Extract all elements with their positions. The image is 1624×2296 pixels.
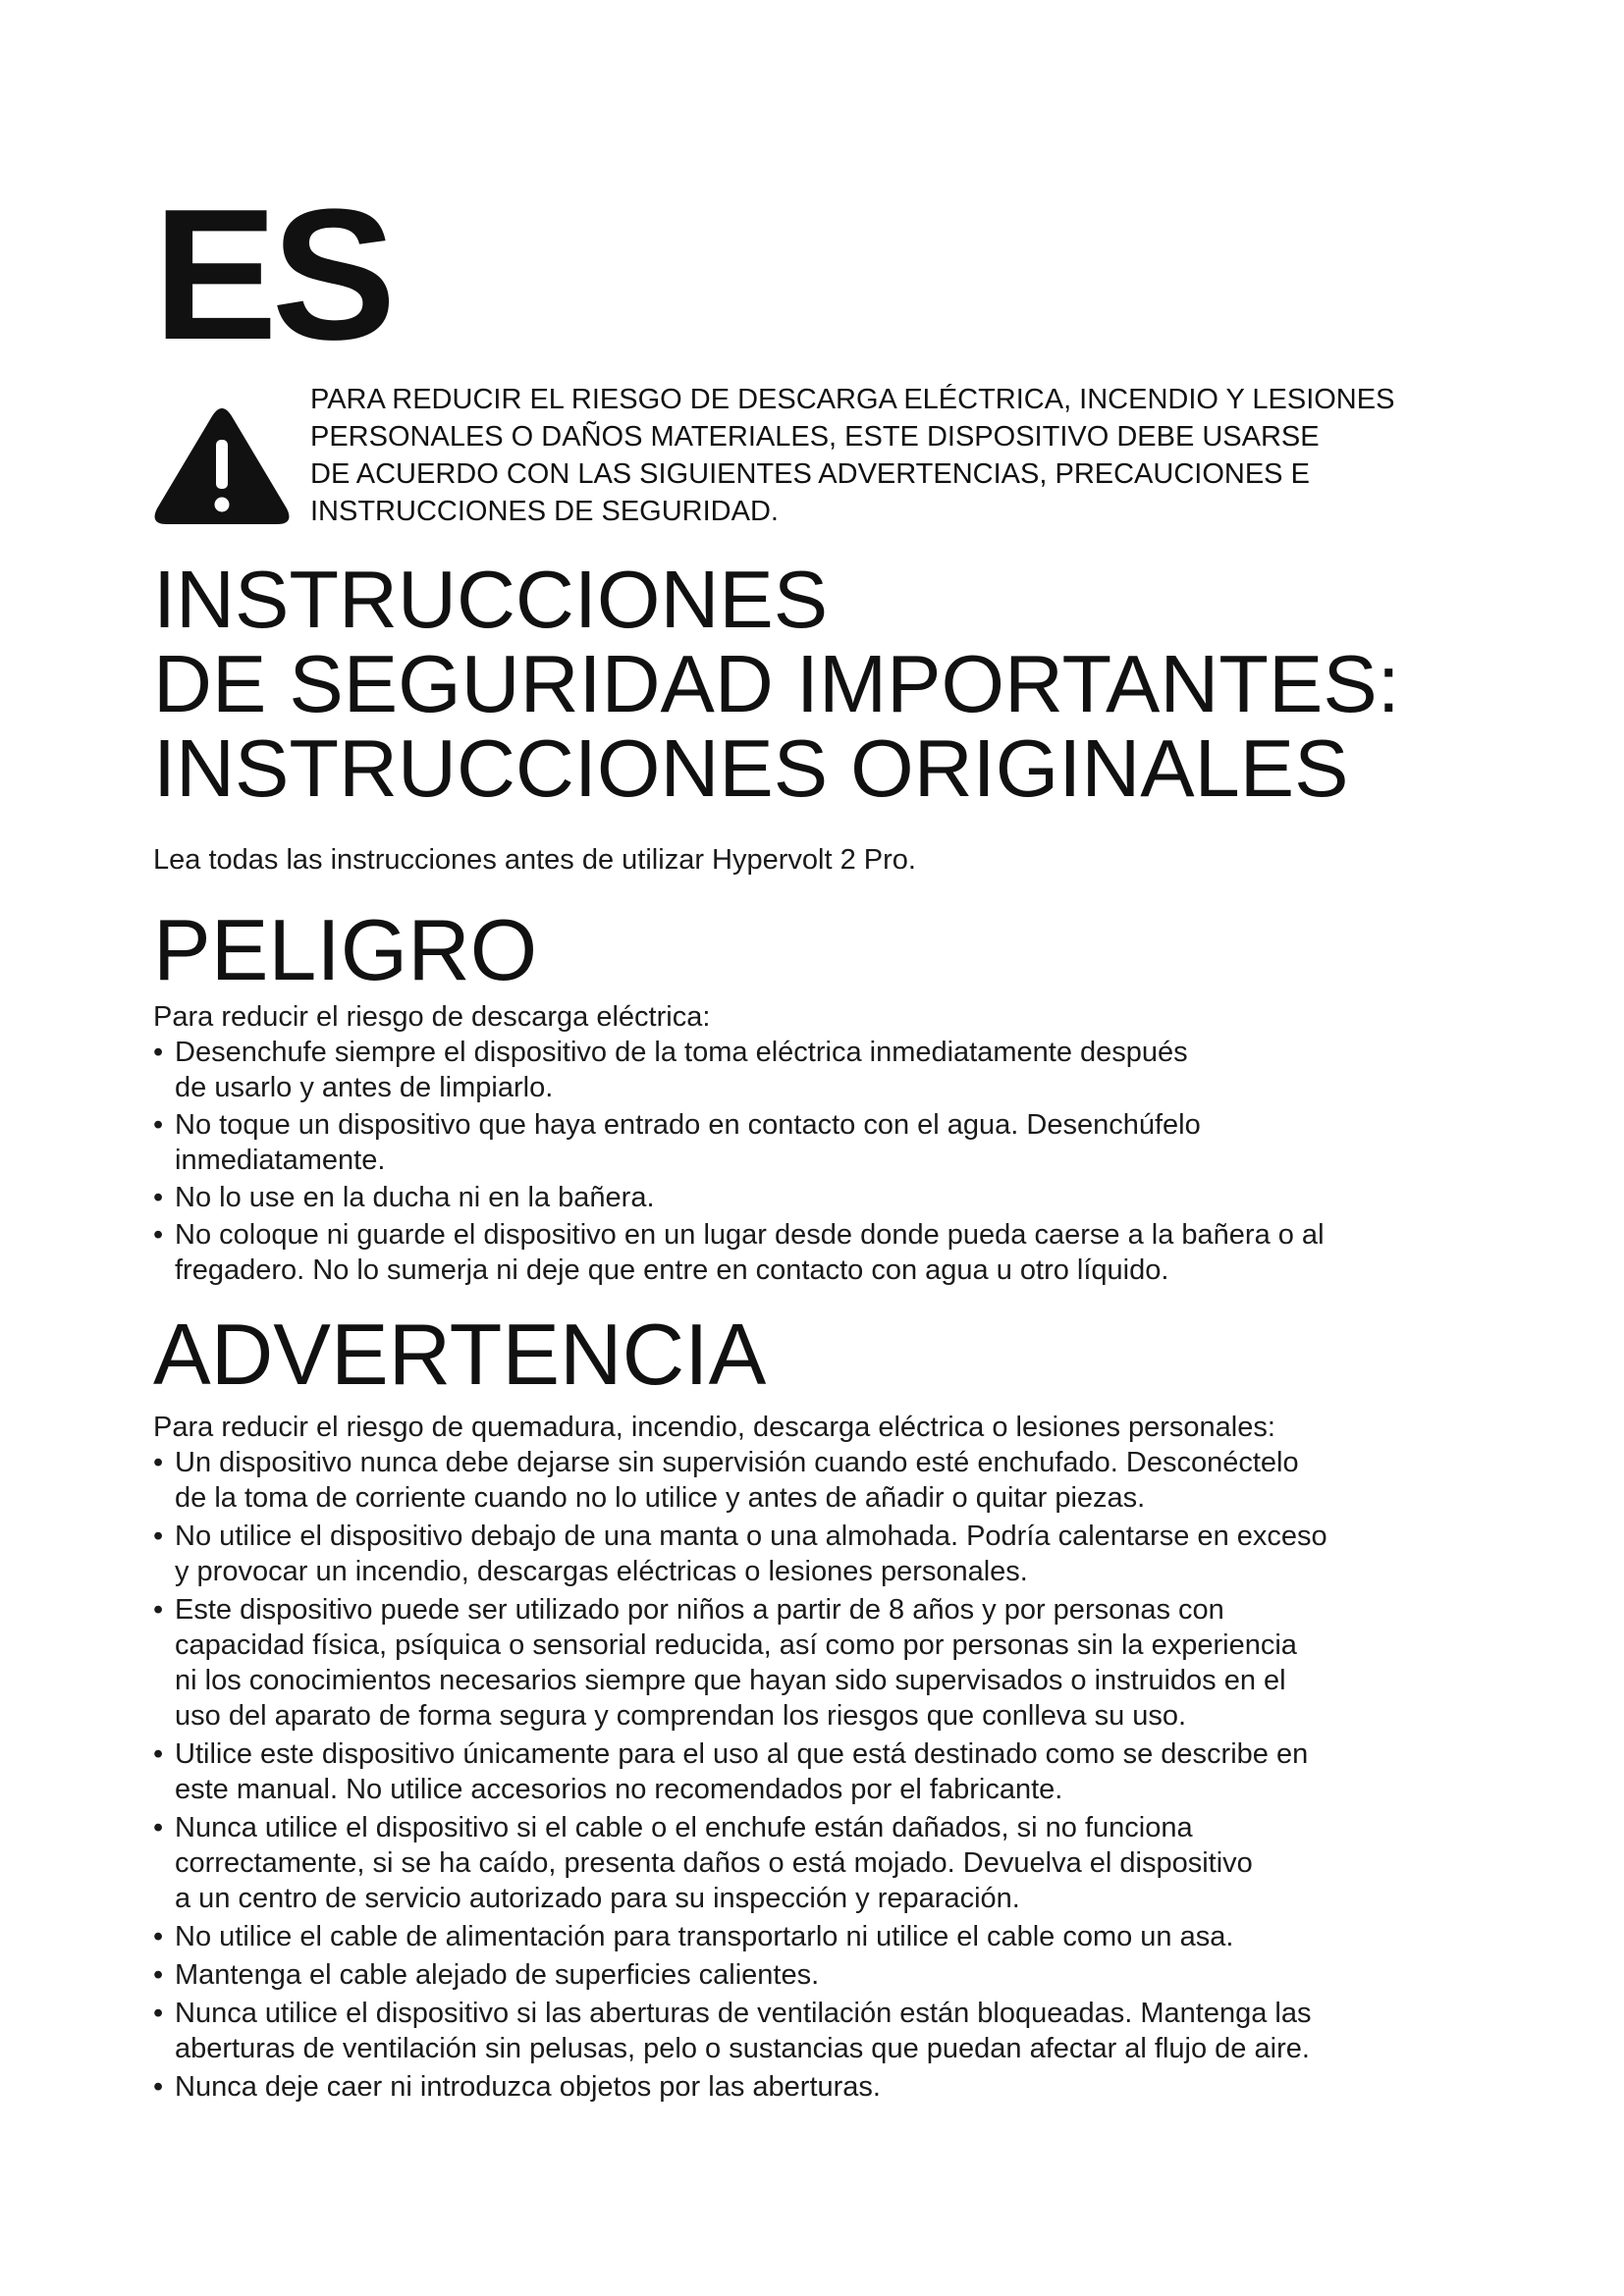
list-item-line: este manual. No utilice accesorios no recomendados por el fabricante. [175,1774,1063,1805]
list-item-line: • Nunca deje caer ni introduzca objetos por las aberturas. [175,2071,881,2103]
list-item-line: capacidad física, psíquica o sensorial reducida, así como por personas sin la experiencia [175,1629,1297,1661]
language-code: ES [153,171,391,379]
list-item [153,1919,1508,1954]
warning-notice-line: PERSONALES O DAÑOS MATERIALES, ESTE DISPOSITIVO DEBE USARSE [310,421,1320,453]
warning-notice [153,381,1508,528]
list-item [153,1957,1508,1993]
list-item [153,1810,1508,1916]
list-item [153,1736,1508,1807]
list-item [153,2069,1508,2105]
list-item-line: • No lo use en la ducha ni en la bañera. [175,1182,655,1213]
list-item [153,1519,1508,1589]
page-title-line: INSTRUCCIONES ORIGINALES [153,722,1349,814]
warning-lead: Para reducir el riesgo de quemadura, incendio, descarga eléctrica o lesiones personales: [153,1412,1275,1443]
page-title-line: DE SEGURIDAD IMPORTANTES: [153,638,1400,729]
list-item-line: a un centro de servicio autorizado para su inspección y reparación. [175,1883,1020,1914]
list-item-line: • No coloque ni guarde el dispositivo en un lugar desde donde pueda caerse a la bañera o al [175,1219,1325,1251]
list-item-line: • Un dispositivo nunca debe dejarse sin supervisión cuando esté enchufado. Desconéctelo [175,1447,1299,1478]
danger-lead: Para reducir el riesgo de descarga eléctrica: [153,1001,711,1033]
list-item-line: de la toma de corriente cuando no lo utilice y antes de añadir o quitar piezas. [175,1482,1146,1514]
list-item-line: • Utilice este dispositivo únicamente para el uso al que está destinado como se describe en [175,1738,1309,1770]
list-item-line: inmediatamente. [175,1145,386,1176]
list-item [153,1107,1508,1178]
list-item [153,1592,1508,1734]
list-item-line: • No utilice el dispositivo debajo de una manta o una almohada. Podría calentarse en exceso [175,1521,1327,1552]
list-item-line: uso del aparato de forma segura y comprendan los riesgos que conlleva su uso. [175,1700,1187,1732]
danger-list [153,1035,1508,1290]
page-title [153,554,1400,814]
list-item-line: • Mantenga el cable alejado de superficies calientes. [175,1959,820,1991]
list-item [153,1180,1508,1215]
warning-heading: ADVERTENCIA [153,1306,767,1403]
warning-notice-line: INSTRUCCIONES DE SEGURIDAD. [310,496,779,527]
list-item-line: aberturas de ventilación sin pelusas, pelo o sustancias que puedan afectar al flujo de aire. [175,2033,1310,2064]
warning-notice-text [310,381,1508,530]
list-item-line: ni los conocimientos necesarios siempre que hayan sido supervisados o instruidos en el [175,1665,1286,1696]
danger-heading: PELIGRO [153,901,538,998]
list-item [153,1445,1508,1516]
intro-text: Lea todas las instrucciones antes de utilizar Hypervolt 2 Pro. [153,844,916,876]
list-item [153,1217,1508,1288]
list-item-line: • Nunca utilice el dispositivo si las aberturas de ventilación están bloqueadas. Mantenga las [175,1998,1312,2029]
warning-list [153,1445,1508,2108]
list-item-line: fregadero. No lo sumerja ni deje que entre en contacto con agua u otro líquido. [175,1255,1169,1286]
list-item-line: • Desenchufe siempre el dispositivo de la toma eléctrica inmediatamente después [175,1037,1188,1068]
warning-notice-line: PARA REDUCIR EL RIESGO DE DESCARGA ELÉCTRICA, INCENDIO Y LESIONES [310,384,1395,415]
page-title-line: INSTRUCCIONES [153,554,829,645]
list-item-line: correctamente, si se ha caído, presenta daños o está mojado. Devuelva el dispositivo [175,1847,1253,1879]
list-item [153,1996,1508,2066]
list-item-line: de usarlo y antes de limpiarlo. [175,1072,554,1103]
list-item-line: • Este dispositivo puede ser utilizado por niños a partir de 8 años y por personas con [175,1594,1224,1626]
list-item-line: • No utilice el cable de alimentación para transportarlo ni utilice el cable como un asa. [175,1921,1234,1952]
list-item [153,1035,1508,1105]
list-item-line: • Nunca utilice el dispositivo si el cable o el enchufe están dañados, si no funciona [175,1812,1193,1843]
warning-triangle-icon [153,406,291,526]
list-item-line: • No toque un dispositivo que haya entrado en contacto con el agua. Desenchúfelo [175,1109,1201,1141]
list-item-line: y provocar un incendio, descargas eléctricas o lesiones personales. [175,1556,1028,1587]
warning-notice-line: DE ACUERDO CON LAS SIGUIENTES ADVERTENCIAS, PRECAUCIONES E [310,458,1310,490]
